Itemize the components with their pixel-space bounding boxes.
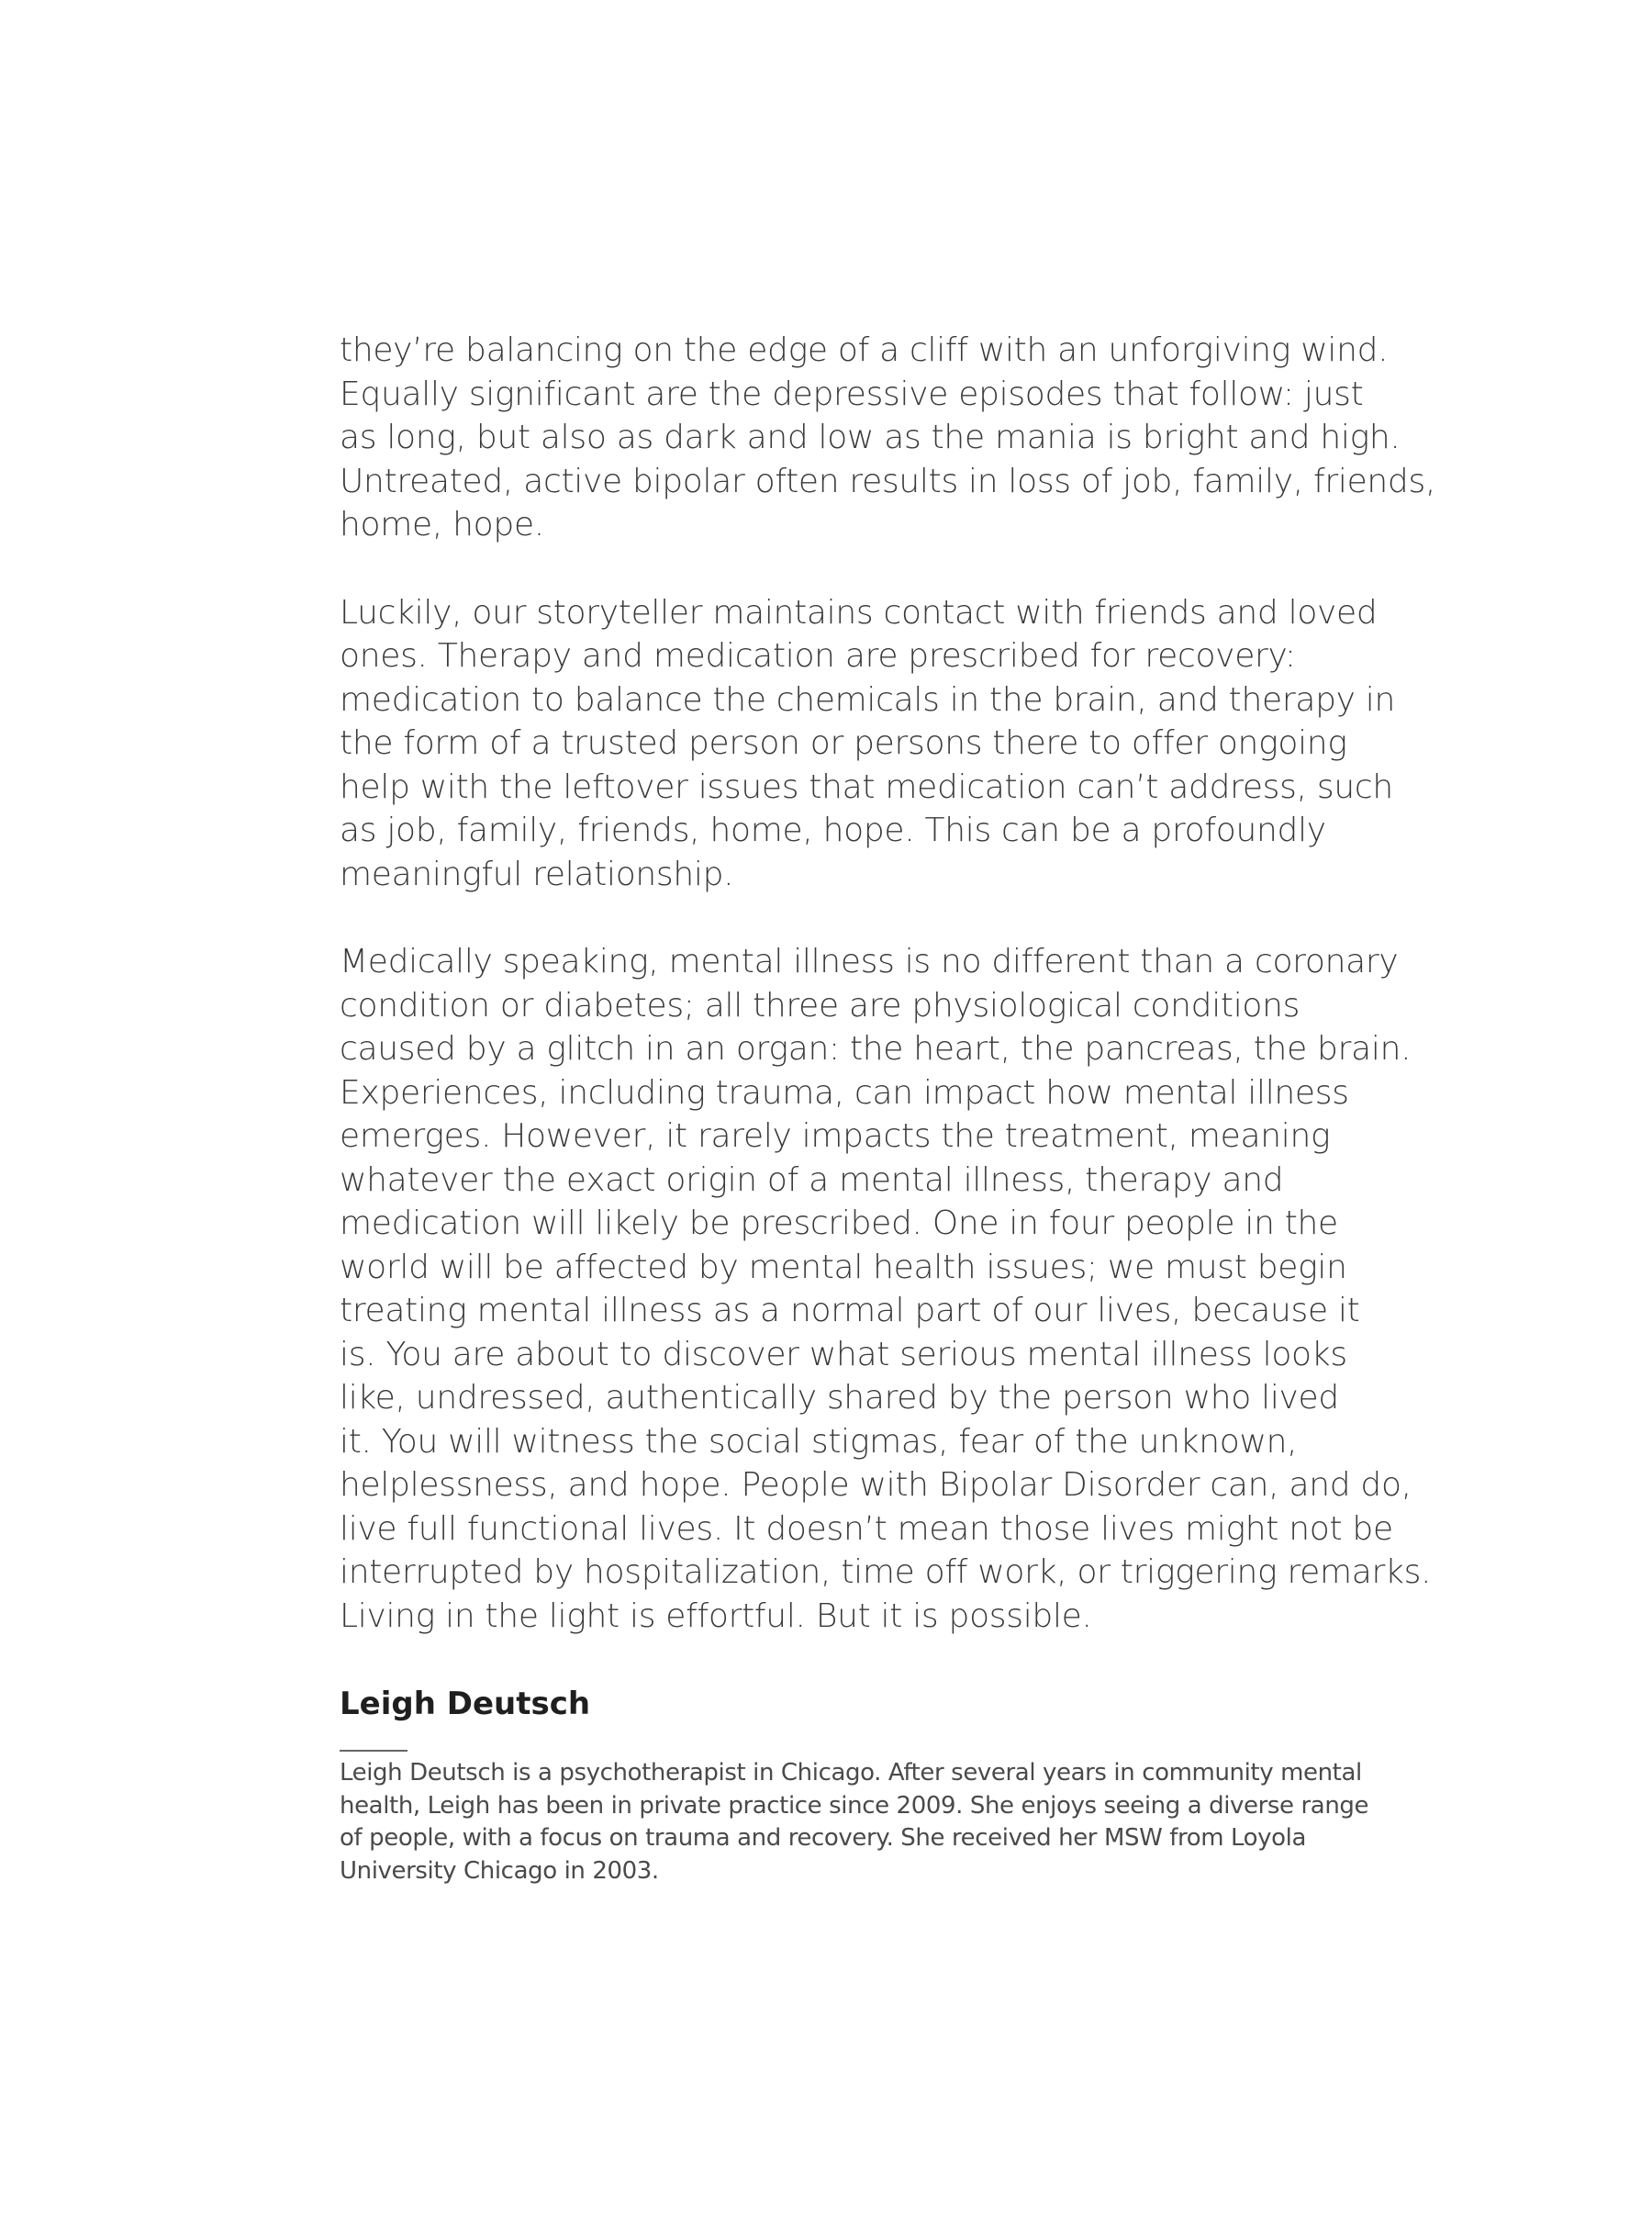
- text-line: Luckily, our storyteller maintains contact with friends and loved: [340, 593, 1378, 632]
- text-line: ones. Therapy and medication are prescribed for recovery:: [340, 637, 1296, 675]
- paragraph-recovery: [340, 591, 1396, 897]
- author-name: Leigh Deutsch: [340, 1686, 591, 1722]
- text-line: they’re balancing on the edge of a cliff with an unforgiving wind.: [340, 331, 1389, 369]
- divider-rule: [340, 1750, 407, 1752]
- text-line: it. You will witness the social stigmas, fear of the unknown,: [340, 1422, 1298, 1461]
- bio-line: of people, with a focus on trauma and recovery. She received her MSW from Loyola: [340, 1824, 1307, 1852]
- author-bio: [340, 1757, 1369, 1888]
- text-line: helplessness, and hope. People with Bipolar Disorder can, and do,: [340, 1466, 1412, 1504]
- text-line: Equally significant are the depressive episodes that follow: just: [340, 375, 1364, 413]
- text-line: help with the leftover issues that medication can’t address, such: [340, 767, 1393, 806]
- text-line: meaningful relationship.: [340, 855, 734, 893]
- text-line: as job, family, friends, home, hope. This can be a profoundly: [340, 812, 1326, 849]
- text-line: caused by a glitch in an organ: the heart, the pancreas, the brain.: [340, 1030, 1412, 1068]
- text-line: whatever the exact origin of a mental illness, therapy and: [340, 1160, 1284, 1199]
- text-line: world will be affected by mental health issues; we must begin: [340, 1248, 1347, 1286]
- text-line: treating mental illness as a normal part of our lives, because it: [340, 1292, 1360, 1329]
- text-line: emerges. However, it rarely impacts the treatment, meaning: [340, 1117, 1331, 1155]
- bio-line: University Chicago in 2003.: [340, 1856, 659, 1885]
- paragraph-bipolar-episodes: [340, 329, 1436, 547]
- text-line: medication to balance the chemicals in the brain, and therapy in: [340, 680, 1396, 719]
- text-line: interrupted by hospitalization, time off work, or triggering remarks.: [340, 1553, 1432, 1591]
- text-line: as long, but also as dark and low as the mania is bright and high.: [340, 419, 1401, 456]
- text-line: medication will likely be prescribed. One in four people in the: [340, 1204, 1338, 1242]
- bio-line: Leigh Deutsch is a psychotherapist in Chicago. After several years in community mental: [340, 1759, 1362, 1787]
- text-line: Medically speaking, mental illness is no different than a coronary: [340, 943, 1399, 980]
- author-block: [340, 1682, 1369, 1888]
- bio-line: health, Leigh has been in private practice since 2009. She enjoys seeing a diverse range: [340, 1791, 1369, 1820]
- article-body: [340, 329, 1436, 1888]
- text-line: is. You are about to discover what serious mental illness looks: [340, 1335, 1347, 1373]
- text-line: Untreated, active bipolar often results in loss of job, family, friends,: [340, 462, 1436, 500]
- text-line: the form of a trusted person or persons there to offer ongoing: [340, 724, 1347, 762]
- text-line: condition or diabetes; all three are physiological conditions: [340, 986, 1300, 1025]
- text-line: like, undressed, authentically shared by the person who lived: [340, 1379, 1339, 1417]
- text-line: home, hope.: [340, 506, 544, 543]
- text-line: Living in the light is effortful. But it is possible.: [340, 1596, 1092, 1635]
- text-line: live full functional lives. It doesn’t mean those lives might not be: [340, 1509, 1393, 1548]
- text-line: Experiences, including trauma, can impact how mental illness: [340, 1073, 1349, 1112]
- paragraph-medical-perspective: [340, 940, 1432, 1638]
